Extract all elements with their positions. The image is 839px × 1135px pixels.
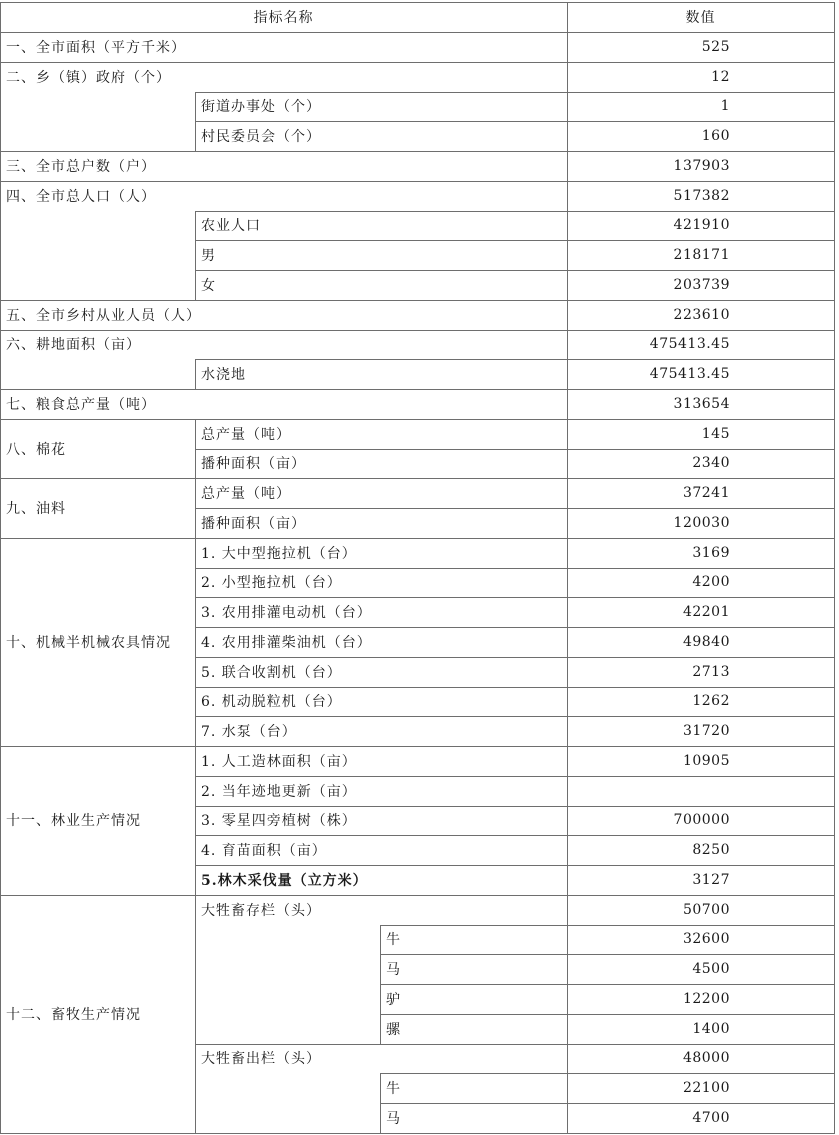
- row-value: 49840: [682, 633, 730, 650]
- row-value: 32600: [682, 931, 730, 948]
- row-divider: [195, 211, 834, 212]
- row-value: 218171: [673, 247, 730, 264]
- row-value: 12: [711, 68, 730, 85]
- row-value: 1: [720, 98, 730, 115]
- row-value: 137903: [673, 157, 730, 174]
- sub-row-label: 大牲畜出栏（头）: [201, 1051, 321, 1068]
- sub-column-divider: [195, 449, 196, 480]
- row-value: 700000: [673, 812, 730, 829]
- row-divider: [380, 1073, 834, 1074]
- group-label: 十二、畜牧生产情况: [6, 1006, 141, 1023]
- sub-column-divider: [195, 211, 196, 242]
- sub-sub-row-label: 牛: [386, 932, 401, 949]
- sub-column-divider: [195, 419, 196, 450]
- sub-column-divider: [195, 359, 196, 390]
- sub-column-divider: [195, 806, 196, 837]
- sub-column-divider: [195, 657, 196, 688]
- sub-row-label: 总产量（吨）: [201, 486, 291, 503]
- row-divider: [195, 835, 834, 836]
- row-value: 1262: [692, 693, 730, 710]
- row-value: 3127: [692, 871, 730, 888]
- sub-column-divider: [195, 1044, 196, 1075]
- sub-column-divider: [195, 627, 196, 658]
- sub-column-divider: [195, 508, 196, 539]
- row-value: 517382: [673, 187, 730, 204]
- row-value: 10905: [682, 752, 730, 769]
- row-value: 2713: [692, 663, 730, 680]
- row-divider: [195, 92, 834, 93]
- row-divider: [0, 151, 834, 152]
- row-label: 六、耕地面积（亩）: [6, 337, 141, 354]
- sub-row-label: 水浇地: [201, 367, 246, 384]
- row-value: 160: [701, 128, 730, 145]
- group-label: 九、油料: [6, 501, 66, 517]
- row-divider: [195, 597, 834, 598]
- row-value: 120030: [673, 514, 730, 531]
- row-divider: [0, 538, 834, 539]
- row-divider: [195, 687, 834, 688]
- row-value: 1400: [692, 1020, 730, 1037]
- header-divider: [0, 32, 834, 33]
- row-value: 4200: [692, 574, 730, 591]
- sub-row-label: 5. 联合收割机（台）: [201, 664, 342, 681]
- row-value: 475413.45: [649, 336, 730, 353]
- sub-column-divider: [195, 865, 196, 896]
- table-top-border: [0, 2, 834, 3]
- row-value: 223610: [673, 306, 730, 323]
- row-value: 475413.45: [649, 366, 730, 383]
- row-value: 203739: [673, 276, 730, 293]
- sub-row-label: 7. 水泵（台）: [201, 724, 297, 741]
- header-value: 数值: [685, 10, 716, 26]
- group-label: 八、棉花: [6, 441, 66, 458]
- row-value: 4700: [692, 1109, 730, 1126]
- row-divider: [0, 746, 834, 747]
- sub-column-divider: [195, 270, 196, 301]
- sub-column-divider: [195, 92, 196, 123]
- row-value: 37241: [682, 485, 730, 502]
- row-value: 12200: [682, 990, 730, 1007]
- sub-row-label: 2. 小型拖拉机（台）: [201, 575, 342, 592]
- sub-sub-row-label: 骡: [386, 1021, 401, 1038]
- sub-column-divider: [195, 687, 196, 718]
- row-divider: [380, 984, 834, 985]
- sub-column-divider: [195, 538, 196, 569]
- sub-row-label: 4. 农用排灌柴油机（台）: [201, 634, 372, 651]
- sub-column-divider: [195, 240, 196, 271]
- sub-sub-row-label: 马: [386, 1110, 401, 1127]
- header-name: 指标名称: [253, 10, 314, 26]
- sub-row-label: 1. 人工造林面积（亩）: [201, 753, 357, 770]
- sub-column-divider: [195, 1073, 196, 1104]
- row-value: 42201: [682, 604, 730, 621]
- row-label: 五、全市乡村从业人员（人）: [6, 307, 201, 324]
- sub-sub-column-divider: [380, 984, 381, 1015]
- group-label: 十一、林业生产情况: [6, 813, 141, 830]
- row-label: 三、全市总户数（户）: [6, 158, 156, 175]
- sub-row-label: 播种面积（亩）: [201, 515, 306, 532]
- row-divider: [195, 657, 834, 658]
- group-label: 十、机械半机械农具情况: [6, 634, 171, 651]
- row-divider: [380, 1103, 834, 1104]
- sub-row-label: 5.林木采伐量（立方米）: [201, 872, 368, 889]
- row-divider: [380, 954, 834, 955]
- sub-column-divider: [195, 716, 196, 747]
- sub-row-label: 3. 农用排灌电动机（台）: [201, 605, 372, 622]
- row-label: 七、粮食总产量（吨）: [6, 396, 156, 413]
- row-value: 50700: [682, 901, 730, 918]
- row-value: [567, 776, 834, 806]
- row-divider: [195, 568, 834, 569]
- row-divider: [195, 627, 834, 628]
- row-divider: [0, 62, 834, 63]
- row-divider: [195, 359, 834, 360]
- sub-sub-column-divider: [380, 1073, 381, 1104]
- sub-row-label: 村民委员会（个）: [201, 129, 321, 146]
- sub-sub-row-label: 驴: [386, 991, 401, 1008]
- row-value: 313654: [673, 395, 730, 412]
- table-bottom-border: [0, 1133, 834, 1134]
- row-label: 一、全市面积（平方千米）: [6, 39, 186, 56]
- sub-row-label: 大牲畜存栏（头）: [201, 902, 321, 919]
- sub-column-divider: [195, 121, 196, 152]
- sub-column-divider: [195, 1014, 196, 1045]
- right-border: [834, 2, 835, 1134]
- sub-sub-column-divider: [380, 954, 381, 985]
- row-value: 2340: [692, 455, 730, 472]
- sub-column-divider: [195, 895, 196, 926]
- sub-column-divider: [195, 925, 196, 956]
- sub-row-label: 6. 机动脱粒机（台）: [201, 694, 342, 711]
- sub-row-label: 2. 当年迹地更新（亩）: [201, 783, 357, 800]
- sub-column-divider: [195, 1103, 196, 1134]
- row-divider: [195, 1044, 834, 1045]
- row-label: 二、乡（镇）政府（个）: [6, 69, 171, 86]
- sub-column-divider: [195, 597, 196, 628]
- sub-column-divider: [195, 478, 196, 509]
- sub-row-label: 3. 零星四旁植树（株）: [201, 813, 357, 830]
- row-divider: [195, 121, 834, 122]
- sub-column-divider: [195, 835, 196, 866]
- sub-sub-row-label: 牛: [386, 1081, 401, 1098]
- row-divider: [0, 895, 834, 896]
- row-value: 3169: [692, 544, 730, 561]
- sub-row-label: 总产量（吨）: [201, 426, 291, 443]
- sub-row-label: 播种面积（亩）: [201, 456, 306, 473]
- row-divider: [195, 806, 834, 807]
- sub-row-label: 街道办事处（个）: [201, 99, 321, 116]
- row-label: 四、全市总人口（人）: [6, 188, 156, 205]
- sub-row-label: 农业人口: [201, 218, 261, 235]
- sub-column-divider: [195, 984, 196, 1015]
- row-value: 525: [701, 38, 730, 55]
- sub-sub-row-label: 马: [386, 962, 401, 979]
- row-value: 22100: [682, 1080, 730, 1097]
- row-divider: [0, 181, 834, 182]
- sub-row-label: 1. 大中型拖拉机（台）: [201, 545, 357, 562]
- row-value: 8250: [692, 842, 730, 859]
- sub-column-divider: [195, 776, 196, 807]
- sub-sub-column-divider: [380, 1014, 381, 1045]
- sub-column-divider: [195, 954, 196, 985]
- row-divider: [0, 419, 834, 420]
- row-divider: [195, 776, 834, 777]
- row-divider: [195, 240, 834, 241]
- row-divider: [0, 478, 834, 479]
- row-divider: [195, 270, 834, 271]
- sub-column-divider: [195, 568, 196, 599]
- row-divider: [0, 300, 834, 301]
- sub-row-label: 4. 育苗面积（亩）: [201, 843, 327, 860]
- sub-column-divider: [195, 746, 196, 777]
- value-column-divider: [567, 2, 568, 1133]
- sub-sub-column-divider: [380, 925, 381, 956]
- sub-row-label: 男: [201, 248, 216, 265]
- left-border: [0, 2, 1, 1133]
- row-divider: [0, 330, 834, 331]
- row-divider: [0, 389, 834, 390]
- row-value: 31720: [682, 723, 730, 740]
- row-divider: [195, 508, 834, 509]
- row-value: 145: [701, 425, 730, 442]
- row-value: 421910: [673, 217, 730, 234]
- row-divider: [195, 865, 834, 866]
- row-divider: [380, 925, 834, 926]
- sub-row-label: 女: [201, 277, 216, 294]
- row-divider: [380, 1014, 834, 1015]
- row-divider: [195, 716, 834, 717]
- row-divider: [195, 449, 834, 450]
- sub-sub-column-divider: [380, 1103, 381, 1134]
- row-value: 48000: [682, 1050, 730, 1067]
- row-value: 4500: [692, 961, 730, 978]
